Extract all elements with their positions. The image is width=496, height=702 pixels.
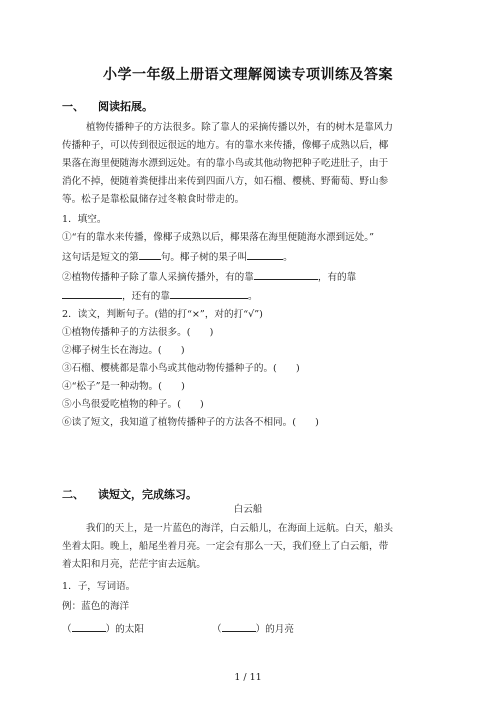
- question-1a-text-b: 句。椰子树的果子叫: [160, 252, 248, 263]
- judgement-5: ⑤小鸟很爱吃植物的种子。( ): [62, 399, 204, 410]
- passage-2-title: 白云船: [233, 504, 263, 515]
- fill-line: [62, 621, 442, 636]
- section-2-heading: [62, 486, 197, 502]
- document-title: 小学一年级上册语文理解阅读专项训练及答案: [103, 67, 393, 83]
- fill-2-text: ）的月亮: [255, 624, 294, 635]
- question-2-label: 2．读文，判断句子。(错的打“×”，对的打“√”): [62, 309, 263, 320]
- judgement-4: ④“松子”是一种动物。( ): [62, 381, 185, 392]
- judgement-3: ③石榴、樱桃都是靠小鸟或其他动物传播种子的。( ): [62, 363, 300, 374]
- page-number: 1 / 11: [234, 672, 262, 683]
- section-1-title: 阅读拓展。: [98, 100, 153, 113]
- answer-blank[interactable]: [254, 269, 318, 280]
- question-1-label: 1．填空。: [62, 214, 107, 225]
- passage-1-line-2: 传播种子，可以传到很远很远的地方。有的靠水来传播，像椰子成熟以后，椰: [62, 140, 389, 151]
- question-1b-text-b: ，有的靠: [317, 272, 357, 283]
- example-line: 例：蓝色的海洋: [62, 601, 130, 612]
- answer-blank[interactable]: [139, 249, 161, 260]
- fill-1-open: （: [62, 624, 72, 635]
- judgement-1: ①植物传播种子的方法很多。( ): [62, 327, 214, 338]
- passage-1-line-4: 消化不掉，便随着粪便排出来传到四面八方，如石榴、樱桃、野葡萄、野山参: [62, 176, 389, 187]
- answer-blank[interactable]: [247, 249, 283, 260]
- question-1b-text-d: 。: [247, 291, 258, 302]
- question-1a-text-c: 。: [283, 252, 293, 263]
- section-1-number: 一、: [62, 100, 84, 113]
- section-2-number: 二、: [62, 488, 84, 501]
- passage-2-line-2: 坐着太阳。晚上，船尾坐着月亮。一定会有那么一天，我们登上了白云船，带: [62, 541, 389, 552]
- passage-2-line-1: 我们的天上，是一片蓝色的海洋，白云船儿，在海面上远航。白天，船头: [86, 523, 393, 534]
- question-1a-line-1: ①“有的靠水来传播，像椰子成熟以后，椰果落在海里便随海水漂到远处。”: [62, 232, 375, 243]
- fill-1-text: ）的太阳: [105, 624, 144, 635]
- judgement-2: ②椰子树生长在海边。( ): [62, 345, 185, 356]
- section-1-heading: [62, 98, 153, 114]
- question-1b-text-c: ，还有的靠: [122, 291, 170, 302]
- judgement-6: ⑥读了短文，我知道了植物传播种子的方法各不相同。( ): [62, 417, 319, 428]
- question-1b-text-a: ②植物传播种子除了靠人采摘传播外，有的靠: [62, 272, 254, 283]
- answer-blank[interactable]: [72, 621, 106, 632]
- section-2-title: 读短文，完成练习。: [98, 488, 197, 501]
- section-2-question-1: 1．子，写词语。: [62, 581, 136, 592]
- question-1a-line-2: [62, 249, 442, 264]
- passage-2-line-3: 着太阳和月亮，茫茫宇宙去远航。: [62, 559, 206, 570]
- question-1a-text-a: 这句话是短文的第: [62, 252, 139, 263]
- answer-blank[interactable]: [170, 288, 248, 299]
- passage-1-line-1: 植物传播种子的方法很多。除了靠人的采摘传播以外，有的树木是靠风力: [86, 122, 393, 133]
- answer-blank[interactable]: [222, 621, 256, 632]
- answer-blank[interactable]: [62, 288, 122, 299]
- passage-1-line-3: 果落在海里便随海水漂到远处。有的靠小鸟或其他动物把种子吃进肚子，由于: [62, 158, 389, 169]
- question-1b-line-1: [62, 269, 442, 284]
- fill-2-open: （: [211, 624, 222, 635]
- passage-1-line-5: 等。松子是靠松鼠储存过冬粮食时带走的。: [62, 194, 245, 205]
- question-1b-line-2: [62, 288, 442, 303]
